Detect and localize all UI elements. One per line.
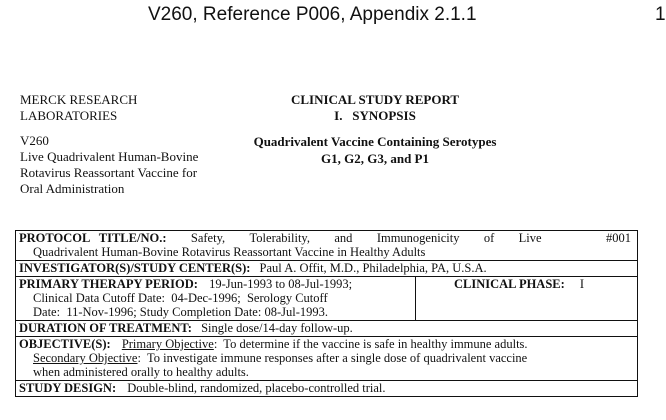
- phase-label: CLINICAL PHASE:: [454, 277, 565, 291]
- protocol-label: PROTOCOL TITLE/NO.:: [19, 231, 167, 245]
- objective-line-3: when administered orally to healthy adults.: [33, 365, 249, 379]
- therapy-value: 19-Jun-1993 to 08-Jul-1993;: [209, 277, 353, 291]
- protocol-word-6: Live: [518, 231, 542, 245]
- report-title-block: [0, 92, 666, 124]
- product-line-3: Oral Administration: [20, 181, 125, 196]
- protocol-line-1: [19, 231, 637, 245]
- investigator-label: INVESTIGATOR(S)/STUDY CENTER(S):: [19, 261, 251, 275]
- objective-line-2: [19, 351, 637, 365]
- duration-label: DURATION OF TREATMENT:: [19, 321, 192, 335]
- report-subtitle-block: [0, 133, 666, 167]
- protocol-word-3: and: [334, 231, 353, 245]
- report-title: CLINICAL STUDY REPORT: [290, 92, 460, 107]
- report-subtitle-2: G1, G2, G3, and P1: [321, 151, 429, 166]
- objective-label: OBJECTIVE(S):: [19, 337, 111, 351]
- secondary-objective-text: : To investigate immune responses after a single dose of quadrivalent vaccine: [137, 351, 528, 365]
- design-label: STUDY DESIGN:: [19, 381, 117, 395]
- duration-row: [16, 321, 637, 337]
- investigator-row: [16, 261, 637, 277]
- therapy-phase-row: [16, 277, 637, 321]
- page-header: [0, 4, 666, 28]
- sponsor-line-1: MERCK RESEARCH: [20, 92, 138, 107]
- protocol-word-2: Tolerability,: [249, 231, 310, 245]
- page-number: 1: [655, 4, 666, 25]
- secondary-objective-label: Secondary Objective: [33, 351, 138, 365]
- therapy-line-3: Date: 11-Nov-1996; Study Completion Date: 08-Jul-1993.: [33, 305, 328, 319]
- protocol-number: #001: [605, 231, 631, 245]
- objective-line-1: [19, 337, 637, 351]
- therapy-label: PRIMARY THERAPY PERIOD:: [19, 277, 198, 291]
- primary-objective-label: Primary Objective: [121, 337, 214, 351]
- report-subtitle-1: Quadrivalent Vaccine Containing Serotypes: [253, 134, 497, 149]
- phase-value: I: [579, 277, 585, 291]
- design-row: [16, 381, 637, 396]
- therapy-line-2: Clinical Data Cutoff Date: 04-Dec-1996; Serology Cutoff: [33, 291, 328, 305]
- protocol-row: [16, 231, 637, 261]
- protocol-word-4: Immunogenicity: [376, 231, 460, 245]
- phase-cell: [416, 277, 637, 320]
- report-section: I. SYNOPSIS: [334, 108, 416, 123]
- primary-objective-text: : To determine if the vaccine is safe in healthy immune adults.: [213, 337, 528, 351]
- product-code: V260: [20, 133, 49, 148]
- therapy-cell: [16, 277, 416, 320]
- synopsis-table: [15, 230, 638, 397]
- product-line-1: Live Quadrivalent Human-Bovine: [20, 149, 199, 164]
- therapy-line-1: [19, 277, 415, 291]
- sponsor-line-2: LABORATORIES: [20, 108, 118, 123]
- protocol-line-2: Quadrivalent Human-Bovine Rotavirus Reassortant Vaccine in Healthy Adults: [33, 245, 426, 259]
- design-value: Double-blind, randomized, placebo-controlled trial.: [127, 381, 386, 395]
- protocol-word-5: of: [483, 231, 495, 245]
- product-line-2: Rotavirus Reassortant Vaccine for: [20, 165, 198, 180]
- duration-value: Single dose/14-day follow-up.: [201, 321, 353, 335]
- protocol-word-1: Safety,: [190, 231, 226, 245]
- document-reference: V260, Reference P006, Appendix 2.1.1: [148, 4, 477, 25]
- investigator-value: Paul A. Offit, M.D., Philadelphia, PA, U.S.A.: [259, 261, 487, 275]
- objective-row: [16, 337, 637, 381]
